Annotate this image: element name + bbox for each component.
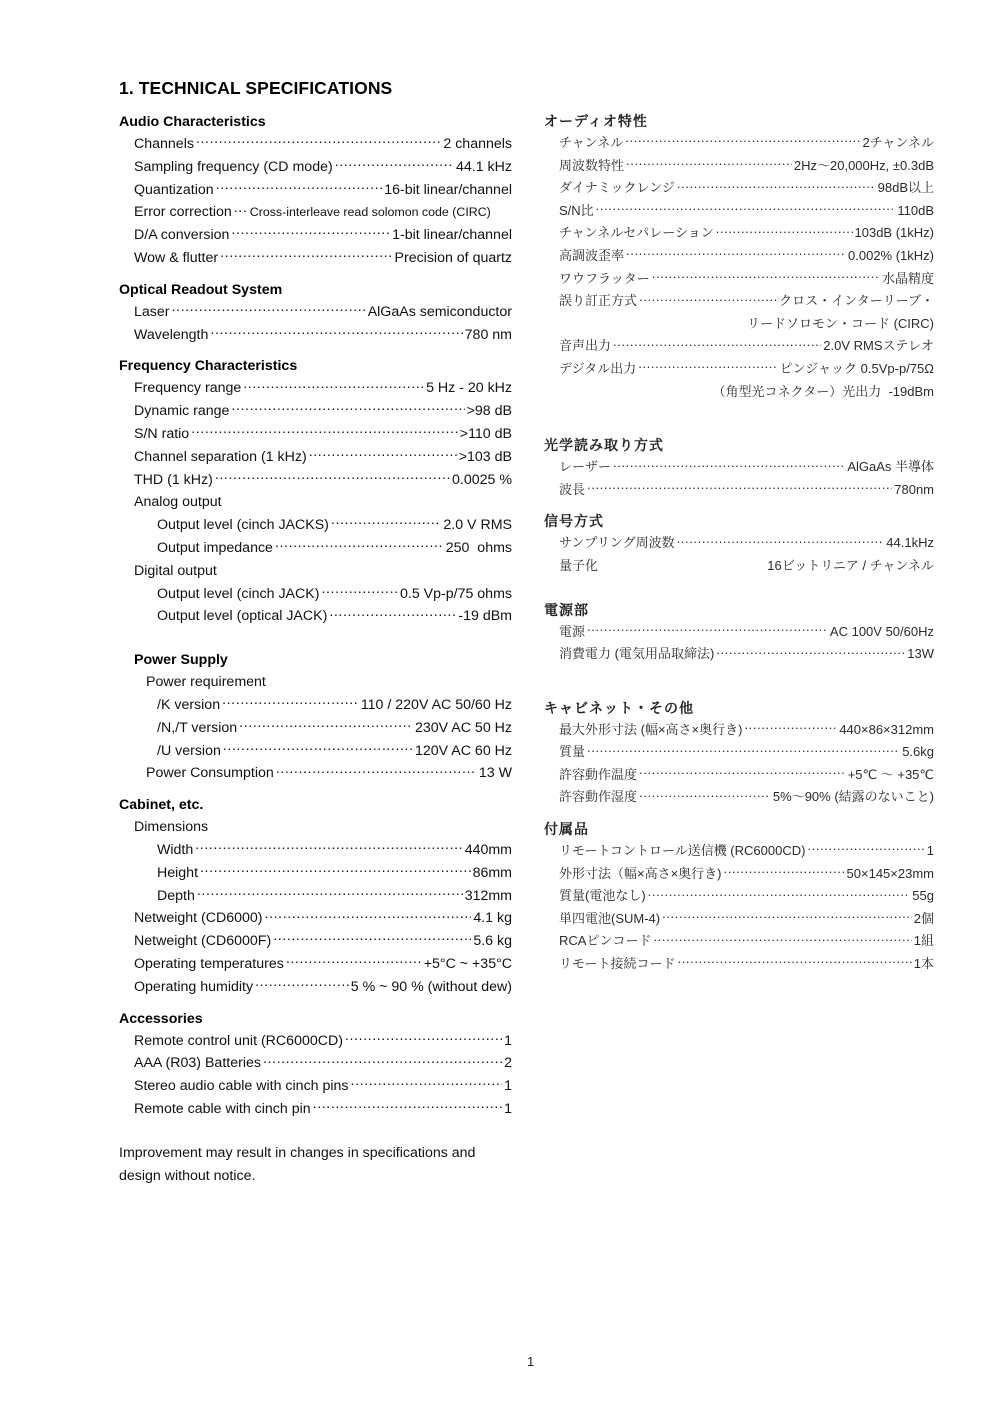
dot-leader (231, 401, 464, 415)
section-heading-power-ja: 電源部 (544, 601, 589, 618)
spec-row: 電源 ..... AC 100V 50/60Hz (544, 621, 934, 644)
spec-row: Output level (cinch JACKS) ..... 2.0 V RMS (119, 514, 512, 537)
spec-row: Power Consumption ..... 13 W (119, 762, 512, 785)
spec-row: チャンネルセパレーション ..... 103dB (1kHz) (544, 222, 934, 245)
spec-row: AAA (R03) Batteries ..... 2 (119, 1052, 512, 1075)
dot-leader (648, 887, 911, 900)
subsection-label-digital-output: Digital output (134, 562, 217, 579)
dot-leader (626, 157, 792, 170)
spec-row: リモートコントロール送信機 (RC6000CD) ..... 1 (544, 840, 934, 863)
dot-leader (677, 955, 911, 968)
spec-row: ワウフラッター ..... 水晶精度 (544, 268, 934, 291)
dot-leader (200, 863, 471, 877)
spec-row: Channels ..... 2 channels (119, 133, 512, 156)
spec-row: S/N ratio ..... >110 dB (119, 423, 512, 446)
spec-row: 消費電力 (電気用品取締法) ..... 13W (544, 643, 934, 666)
spec-row: 周波数特性 ..... 2Hz〜20,000Hz, ±0.3dB (544, 155, 934, 178)
dot-leader (172, 302, 366, 316)
spec-row: レーザー ..... AlGaAs 半導体 (544, 456, 934, 479)
dot-leader (196, 134, 441, 148)
section-heading-power: Power Supply (134, 652, 228, 669)
spec-row: 音声出力 ..... 2.0V RMSステレオ (544, 335, 934, 358)
section-heading-accessories: Accessories (119, 1010, 203, 1027)
dot-leader (639, 766, 846, 779)
dot-leader (677, 179, 876, 192)
dot-leader (276, 763, 477, 777)
disclaimer-note: Improvement may result in changes in specifications and design without notice. (119, 1144, 476, 1184)
spec-row: Laser ..... AlGaAs semiconductor (119, 301, 512, 324)
spec-row: RCAピンコード ..... 1組 (544, 930, 934, 953)
dot-leader (613, 337, 821, 350)
dot-leader (807, 842, 924, 855)
spec-row: Quantization ..... 16-bit linear/channel (119, 179, 512, 202)
dot-leader (626, 247, 846, 260)
dot-leader (653, 932, 911, 945)
dot-leader (239, 718, 413, 732)
spec-row: ダイナミックレンジ ..... 98dB以上 (544, 177, 934, 200)
dot-leader (639, 788, 771, 801)
dot-leader (662, 910, 912, 923)
page-number: 1 (527, 1354, 535, 1369)
dot-leader (345, 1030, 502, 1044)
spec-row: Sampling frequency (CD mode) ..... 44.1 kHz (119, 156, 512, 179)
spec-row: 質量(電池なし) ..... 55g (544, 885, 934, 908)
spec-row: サンプリング周波数 ..... 44.1kHz (544, 532, 934, 555)
dot-leader (286, 954, 422, 968)
dot-leader (652, 270, 880, 283)
spec-row: Operating temperatures ..... +5°C ~ +35°C (119, 953, 512, 976)
dot-leader (191, 424, 458, 438)
dot-leader (222, 695, 359, 709)
spec-row: /K version ..... 110 / 220V AC 50/60 Hz (119, 694, 512, 717)
dot-leader (724, 865, 845, 878)
spec-row: Error correction ..... Cross-interleave read solomon code (CIRC) (119, 201, 512, 224)
dot-leader (215, 469, 450, 483)
dot-leader (220, 248, 392, 262)
spec-row: 誤り訂正方式 ..... クロス・インターリーブ・ (544, 290, 934, 313)
dot-leader (275, 538, 444, 552)
dot-leader (234, 202, 248, 216)
dot-leader (273, 931, 471, 945)
section-heading-cabinet-ja: キャビネット・その他 (544, 699, 694, 716)
spec-row: /U version ..... 120V AC 60 Hz (119, 740, 512, 763)
dot-leader (639, 292, 777, 305)
dot-leader (216, 179, 383, 193)
dot-leader (197, 885, 463, 899)
spec-row: Channel separation (1 kHz) ..... >103 dB (119, 446, 512, 469)
spec-row: Output impedance ..... 250 ohms (119, 537, 512, 560)
spec-row: チャンネル ..... 2チャンネル (544, 132, 934, 155)
spec-row-continuation: リードソロモン・コード (CIRC) (746, 315, 934, 331)
dot-leader (255, 977, 349, 991)
spec-row: リモート接続コード ..... 1本 (544, 953, 934, 976)
spec-row: デジタル出力 ..... ピンジャック 0.5Vp-p/75Ω (544, 358, 934, 381)
english-spec-column (119, 111, 512, 1188)
spec-row: Depth ..... 312mm (119, 885, 512, 908)
spec-row: Output level (optical JACK) ..... -19 dBm (119, 605, 512, 628)
spec-row: 許容動作湿度 ..... 5%〜90% (結露のないこと) (544, 786, 934, 809)
subsection-label-dimensions: Dimensions (134, 819, 209, 836)
dot-leader (587, 623, 828, 636)
page-title: 1. TECHNICAL SPECIFICATIONS (119, 78, 393, 98)
dot-leader (677, 534, 885, 547)
spec-row: S/N比 ..... 110dB (544, 200, 934, 223)
dot-leader (223, 740, 413, 754)
section-heading-audio: Audio Characteristics (119, 114, 266, 130)
dot-leader (596, 202, 896, 215)
dot-leader (744, 721, 837, 734)
dot-leader (716, 645, 905, 658)
dot-leader (351, 1076, 503, 1090)
spec-row: /N,/T version ..... 230V AC 50 Hz (119, 717, 512, 740)
spec-row: Height ..... 86mm (119, 862, 512, 885)
spec-row: Frequency range ..... 5 Hz - 20 kHz (119, 377, 512, 400)
section-heading-frequency: Frequency Characteristics (119, 358, 298, 375)
spec-row: Netweight (CD6000) ..... 4.1 kg (119, 907, 512, 930)
spec-row: Wavelength ..... 780 nm (119, 324, 512, 347)
dot-leader (716, 224, 853, 237)
spec-row: Dynamic range ..... >98 dB (119, 400, 512, 423)
spec-row: 波長 ..... 780nm (544, 479, 934, 502)
dot-leader (263, 1053, 502, 1067)
spec-row: 単四電池(SUM-4) ..... 2個 (544, 908, 934, 931)
spec-row: Operating humidity ..... 5 % ~ 90 % (without dew) (119, 976, 512, 999)
dot-leader (587, 743, 900, 756)
spec-row: 許容動作温度 ..... +5℃ 〜 +35℃ (544, 764, 934, 787)
dot-leader (265, 908, 472, 922)
section-heading-audio-ja: オーディオ特性 (544, 113, 648, 129)
dot-leader (331, 515, 441, 529)
section-heading-cabinet: Cabinet, etc. (119, 797, 204, 814)
spec-row: 高調波歪率 ..... 0.002% (1kHz) (544, 245, 934, 268)
dot-leader (638, 360, 777, 373)
dot-leader (309, 447, 457, 461)
dot-leader (231, 225, 390, 239)
spec-row: THD (1 kHz) ..... 0.0025 % (119, 469, 512, 492)
spec-row: Wow & flutter ..... Precision of quartz (119, 247, 512, 270)
section-heading-optical: Optical Readout System (119, 281, 283, 298)
spec-row: 質量 ..... 5.6kg (544, 741, 934, 764)
spec-row: Width ..... 440mm (119, 839, 512, 862)
japanese-spec-column (544, 110, 934, 976)
spec-row: 量子化 16ビットリニア / チャンネル (559, 557, 934, 573)
spec-row: 外形寸法（幅×高さ×奥行き) ..... 50×145×23mm (544, 863, 934, 886)
spec-row: Stereo audio cable with cinch pins ..... 1 (119, 1075, 512, 1098)
dot-leader (335, 157, 454, 171)
dot-leader (243, 378, 424, 392)
dot-leader (313, 1099, 502, 1113)
dot-leader (210, 324, 462, 338)
subsection-label-analog-output: Analog output (134, 494, 222, 511)
section-heading-optical-ja: 光学読み取り方式 (544, 437, 664, 454)
spec-row: Netweight (CD6000F) ..... 5.6 kg (119, 930, 512, 953)
spec-row: Output level (cinch JACK) ..... 0.5 Vp-p/75 ohms (119, 583, 512, 606)
section-heading-accessories-ja: 付属品 (544, 821, 589, 838)
spec-row: D/A conversion ..... 1-bit linear/channel (119, 224, 512, 247)
spec-row-continuation: （角型光コネクター）光出力 -19dBm (712, 383, 934, 399)
dot-leader (329, 606, 456, 620)
dot-leader (321, 583, 398, 597)
dot-leader (195, 840, 462, 854)
spec-row: Remote control unit (RC6000CD) ..... 1 (119, 1030, 512, 1053)
spec-row: Remote cable with cinch pin ..... 1 (119, 1098, 512, 1121)
dot-leader (587, 481, 892, 494)
dot-leader (613, 458, 845, 471)
section-heading-signal-ja: 信号方式 (544, 513, 604, 530)
subsection-label-power-requirement: Power requirement (146, 674, 266, 691)
spec-row: 最大外形寸法 (幅×高さ×奥行き) ..... 440×86×312mm (544, 719, 934, 742)
dot-leader (625, 134, 860, 147)
